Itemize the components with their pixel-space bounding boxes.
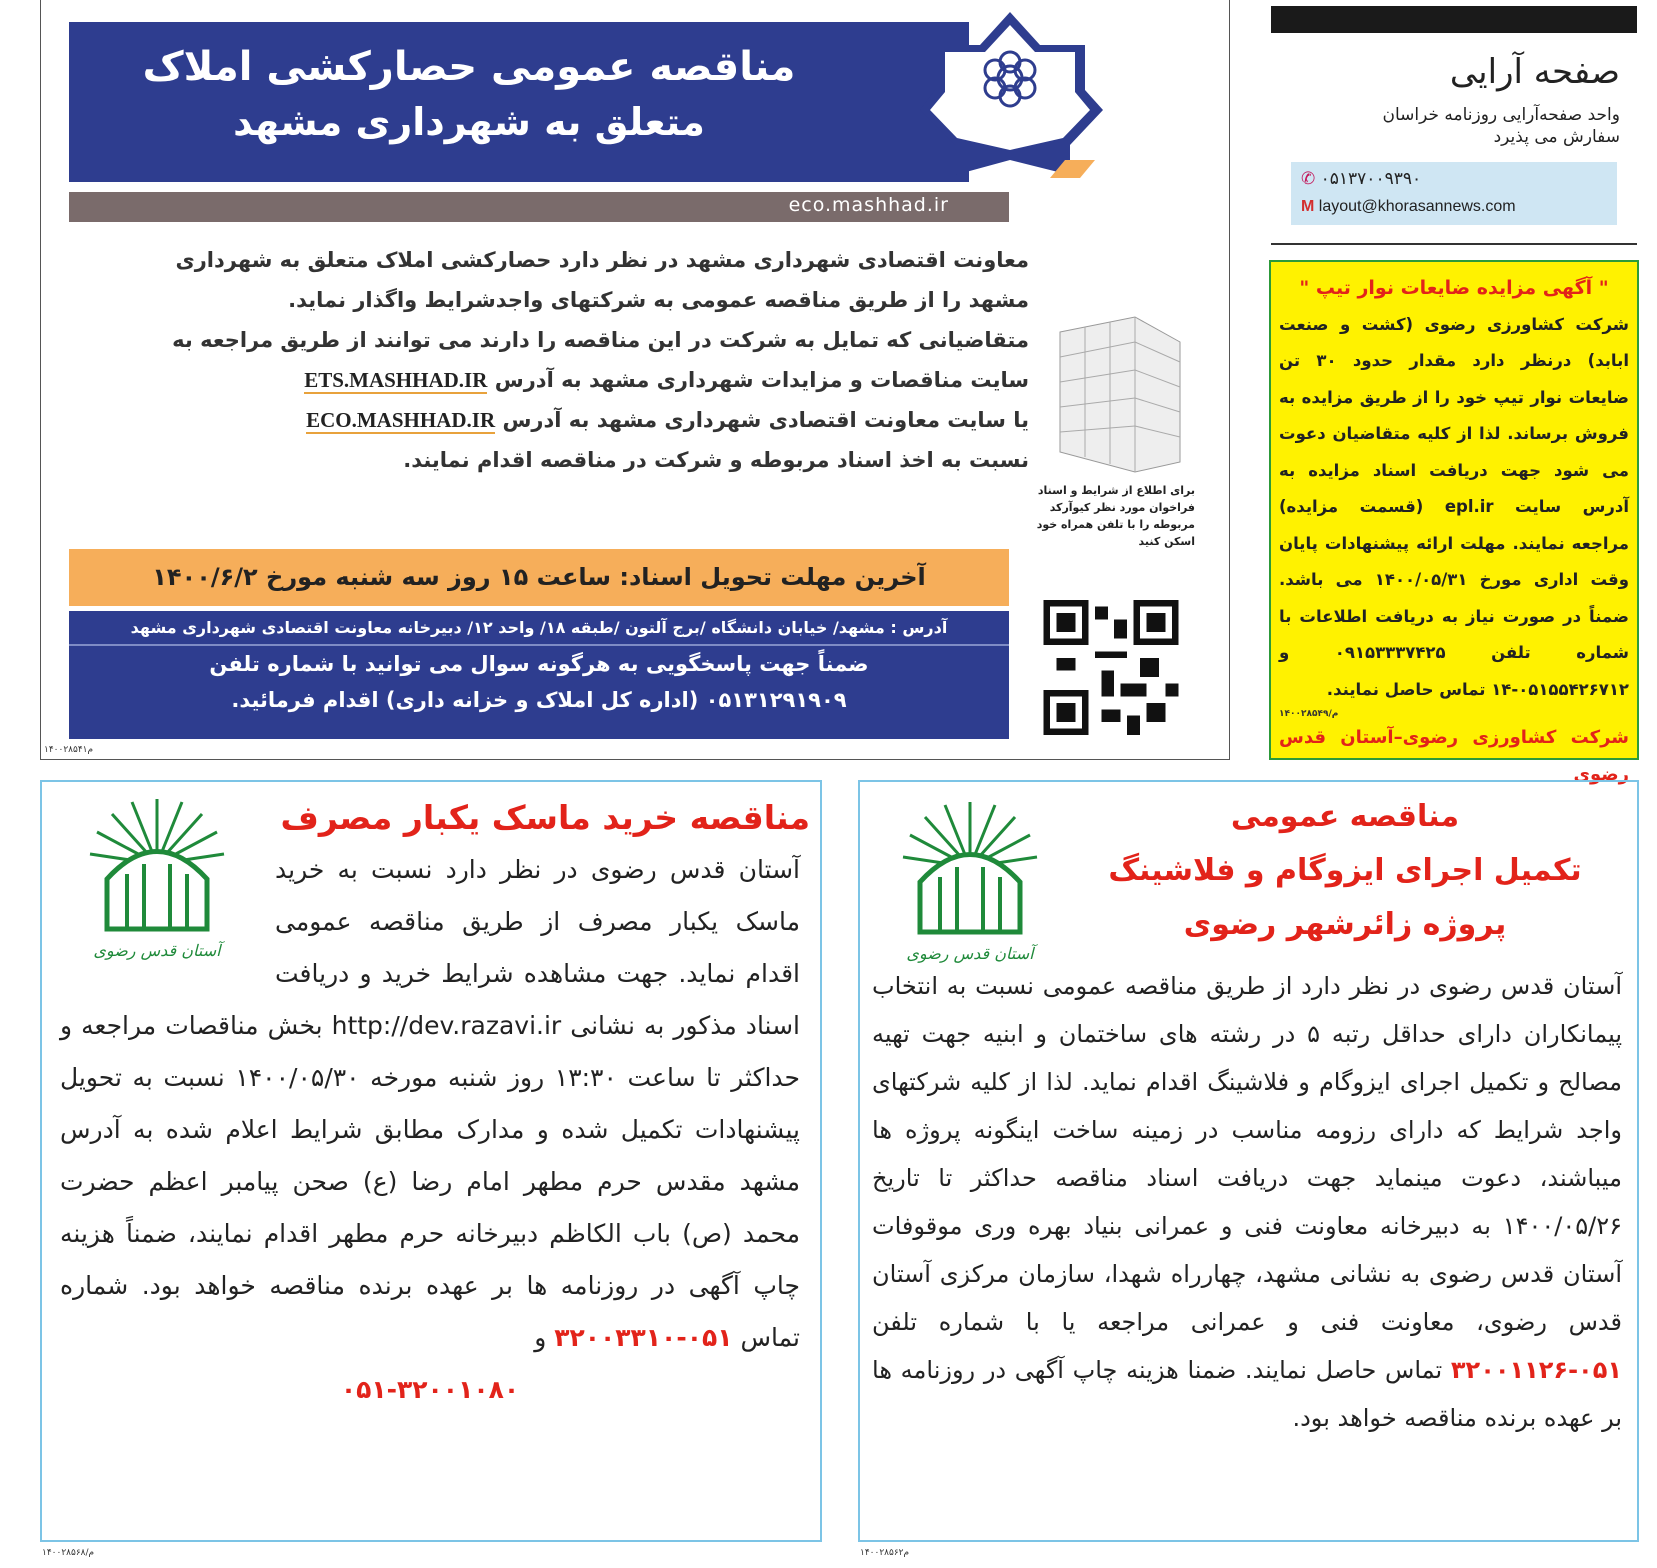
body-line: معاونت اقتصادی شهرداری مشهد در نظر دارد حصارکشی املاک متعلق به شهرداری bbox=[175, 248, 1029, 272]
subtitle-line: سفارش می پذیرد bbox=[1493, 127, 1620, 147]
mask-title: مناقصه خرید ماسک یکبار مصرف bbox=[280, 798, 810, 837]
address: آدرس : مشهد/ خیابان دانشگاه /برج آلتون /طبقه ۱۸/ واحد ۱۲/ دبیرخانه معاونت اقتصادی شهرداری مشهد bbox=[69, 611, 1009, 646]
isogam-body-end: تماس حاصل نمایند. ضمنا هزینه چاپ آگهی در روزنامه ها بر عهده برنده مناقصه خواهد بود. bbox=[872, 1356, 1622, 1432]
ets-link[interactable]: ETS.MASHHAD.IR bbox=[304, 368, 488, 392]
phone-1[interactable]: ۰۵۱-۳۲۰۰۳۳۱۰ bbox=[554, 1323, 733, 1352]
building-illustration bbox=[1040, 312, 1190, 477]
contact-line: ضمناً جهت پاسخگویی به هرگونه سوال می توانید با شماره تلفن bbox=[209, 652, 869, 676]
logo-spacer bbox=[60, 844, 275, 994]
tape-waste-auction-ad bbox=[1269, 260, 1639, 785]
phone[interactable]: ۰۵۱-۳۲۰۰۱۱۲۶ bbox=[1450, 1356, 1622, 1384]
auction-title: " آگهی مزایده ضایعات نوار تیپ " bbox=[1299, 277, 1609, 299]
auction-footer: شرکت کشاورزی رضوی–آستان قدس رضوی bbox=[1279, 727, 1629, 785]
isogam-body bbox=[872, 962, 1622, 1442]
qr-instruction: برای اطلاع از شرایط و اسناد فراخوان مورد نظر کیوآرکد مربوطه را با تلفن همراه خود اسکن کنید bbox=[1036, 484, 1195, 548]
mask-body-text bbox=[60, 844, 800, 1416]
ad-title-line2: متعلق به شهرداری مشهد bbox=[233, 100, 705, 144]
mask-body-paragraph: آستان قدس رضوی در نظر دارد نسبت به خرید ماسک یکبار مصرف از طریق مناقصه عمومی اقدام نماید. جهت مشاهده شرایط خرید و دریافت اسناد مذکور به نشانی http://dev.razavi.ir بخش مناقصات مراجعه و حداکثر تا ساعت ۱۳:۳۰ روز شنبه مورخه ۱۴۰۰/۰۵/۳۰ نسبت به تحویل پیشنهادات تکمیل شده و مدارک مطابق شرایط اعلام شده به آدرس مشهد مقدس حرم مطهر امام رضا (ع) صحن پیامبر اعظم حضرت محمد (ص) باب الکاظم دبیرخانه حرم مطهر اقدام نمایند، ضمناً هزینه چاپ آگهی در روزنامه ها بر عهده برنده مناقصه خواهد بود. شماره تماس bbox=[60, 855, 800, 1352]
qr-code[interactable] bbox=[1035, 600, 1187, 735]
title-line: پروژه زائرشهر رضوی bbox=[1183, 907, 1507, 942]
body-line: مشهد را از طریق مناقصه عمومی به شرکتهای واجدشرایط واگذار نماید. bbox=[288, 288, 1029, 312]
ad-title-banner bbox=[69, 22, 969, 182]
isogam-body-paragraph: آستان قدس رضوی در نظر دارد از طریق مناقصه عمومی نسبت به انتخاب پیمانکاران دارای حداقل رتبه ۵ در رشته های ساختمان و ابنیه جهت تهیه مصالح و تکمیل اجرای ایزوگام و فلاشینگ اقدام نماید. لذا از کلیه شرکتهای واجد شرایط که دارای رزومه مناسب در زمینه ساخت اینگونه پروژه ها میباشند، دعوت مینماید جهت دریافت اسناد مناقصه حداکثر تا تاریخ ۱۴۰۰/۰۵/۲۶ به دبیرخانه معاونت فنی و عمرانی بنیاد بهره وری موقوفات آستان قدس رضوی به نشانی مشهد، چهارراه شهدا، سازمان مرکزی آستان قدس رضوی، معاونت فنی و عمرانی مراجعه یا با شماره تلفن bbox=[872, 972, 1623, 1336]
logo-caption: آستان قدس رضوی bbox=[906, 944, 1034, 963]
title-line: تکمیل اجرای ایزوگام و فلاشینگ bbox=[1108, 853, 1582, 888]
body-line: متقاضیانی که تمایل به شرکت در این مناقصه را دارند می توانند از طریق مراجعه به bbox=[172, 328, 1029, 352]
layout-service-title: صفحه آرایی bbox=[1449, 52, 1620, 92]
subtitle-line: واحد صفحه‌آرایی روزنامه خراسان bbox=[1382, 105, 1620, 125]
deadline-bar: آخرین مهلت تحویل اسناد: ساعت ۱۵ روز سه شنبه مورخ ۱۴۰۰/۶/۲ bbox=[69, 549, 1009, 606]
contact-box bbox=[69, 611, 1009, 739]
mail-icon: M bbox=[1301, 198, 1315, 215]
ad-code: م۱۴۰۰۲۸۵۴۱ bbox=[44, 745, 94, 755]
column-header-bar bbox=[1271, 6, 1637, 33]
layout-contact-box bbox=[1291, 162, 1617, 225]
phone-icon: ✆ bbox=[1301, 169, 1316, 189]
phone-2[interactable]: ۰۵۱-۳۲۰۰۱۰۸۰ bbox=[340, 1375, 520, 1404]
ad-title-line1: مناقصه عمومی حصارکشی املاک bbox=[142, 44, 796, 90]
ad-url[interactable]: eco.mashhad.ir bbox=[69, 192, 1009, 222]
isogam-title bbox=[1060, 790, 1630, 952]
ad-body bbox=[69, 240, 1029, 480]
auction-body: شرکت کشاورزی رضوی (کشت و صنعت ابابد) درنظر دارد مقدار حدود ۳۰ تن ضایعات نوار تیپ خود را از طریق مزایده به فروش برساند. لذا از کلیه متقاضیان دعوت می شود جهت دریافت اسناد مزایده به آدرس سایت epl.ir (قسمت مزایده) مراجعه نمایند. مهلت ارائه پیشنهادات پایان وقت اداری مورخ ۱۴۰۰/۰۵/۳۱ می باشد. ضمناً در صورت نیاز به دریافت اطلاعات با شماره تلفن ۰۹۱۵۳۳۳۷۴۲۵ و ۰۵۱۵۵۴۲۶۷۱۲-۱۴ تماس حاصل نمایند. bbox=[1279, 314, 1630, 699]
body-line: سایت مناقصات و مزایدات شهرداری مشهد به آدرس bbox=[494, 368, 1029, 392]
ad-code: م۱۴۰۰۲۸۵۶۲ bbox=[860, 1548, 910, 1558]
contact-line: ۰۵۱۳۱۲۹۱۹۰۹ (اداره کل املاک و خزانه داری) اقدام فرمائید. bbox=[231, 688, 847, 712]
astan-quds-logo bbox=[895, 797, 1045, 967]
logo-caption: آستان قدس رضوی bbox=[93, 941, 221, 960]
eco-link[interactable]: ECO.MASHHAD.IR bbox=[306, 408, 496, 432]
body-line: نسبت به اخذ اسناد مربوطه و شرکت در مناقصه اقدام نمایند. bbox=[403, 448, 1029, 472]
conjunction: و bbox=[534, 1323, 547, 1352]
title-line: مناقصه عمومی bbox=[1230, 799, 1460, 834]
body-line: یا سایت معاونت اقتصادی شهرداری مشهد به آدرس bbox=[502, 408, 1029, 432]
mashhad-municipality-logo bbox=[915, 10, 1105, 180]
email-link[interactable]: layout@khorasannews.com bbox=[1318, 198, 1516, 215]
ad-code: م/۱۴۰۰۲۸۵۴۹ bbox=[1279, 709, 1339, 719]
divider bbox=[1271, 243, 1637, 245]
isogam-tender-ad bbox=[858, 780, 1639, 1542]
layout-service-subtitle bbox=[1280, 104, 1620, 148]
mask-tender-ad bbox=[40, 780, 822, 1542]
phone-number[interactable]: ۰۵۱۳۷۰۰۹۳۹۰ bbox=[1320, 169, 1422, 189]
ad-code: م/۱۴۰۰۲۸۵۶۸ bbox=[42, 1548, 95, 1558]
